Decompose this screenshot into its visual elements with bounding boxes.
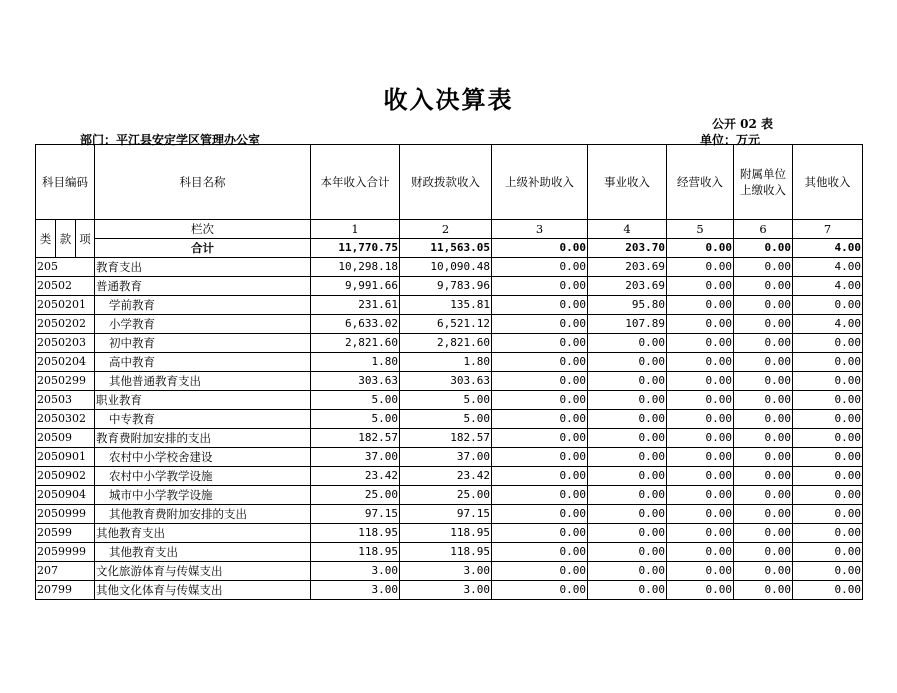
row-value: 0.00	[667, 391, 734, 410]
row-value: 0.00	[667, 334, 734, 353]
row-value: 0.00	[793, 353, 863, 372]
table-row	[36, 448, 863, 467]
row-value: 0.00	[793, 429, 863, 448]
row-value: 0.00	[667, 353, 734, 372]
totals-row	[36, 239, 863, 258]
row-value: 9,783.96	[400, 277, 492, 296]
row-value: 0.00	[667, 258, 734, 277]
table-row	[36, 353, 863, 372]
row-value: 6,521.12	[400, 315, 492, 334]
column-number-row	[36, 220, 863, 239]
page-title: 收入决算表	[383, 86, 514, 114]
table-row	[36, 486, 863, 505]
totals-value: 203.70	[588, 239, 667, 258]
row-name: 农村中小学教学设施	[95, 467, 311, 486]
row-value: 0.00	[492, 296, 588, 315]
row-value: 0.00	[734, 410, 793, 429]
table-row	[36, 562, 863, 581]
row-value: 0.00	[492, 258, 588, 277]
header-kuan: 款	[56, 220, 76, 258]
row-value: 5.00	[311, 410, 400, 429]
row-value: 5.00	[311, 391, 400, 410]
row-value: 203.69	[588, 277, 667, 296]
header-operating: 经营收入	[667, 145, 734, 220]
totals-value: 0.00	[667, 239, 734, 258]
row-name: 中专教育	[95, 410, 311, 429]
row-value: 0.00	[588, 448, 667, 467]
row-name: 教育费附加安排的支出	[95, 429, 311, 448]
row-value: 6,633.02	[311, 315, 400, 334]
row-name: 初中教育	[95, 334, 311, 353]
row-value: 0.00	[793, 486, 863, 505]
row-value: 0.00	[793, 562, 863, 581]
row-value: 0.00	[588, 391, 667, 410]
row-value: 97.15	[311, 505, 400, 524]
row-value: 1.80	[400, 353, 492, 372]
row-value: 0.00	[667, 296, 734, 315]
header-superior: 上级补助收入	[492, 145, 588, 220]
row-value: 118.95	[311, 543, 400, 562]
row-value: 0.00	[667, 581, 734, 600]
row-value: 3.00	[400, 581, 492, 600]
row-code: 20509	[36, 429, 95, 448]
row-value: 0.00	[734, 334, 793, 353]
row-value: 0.00	[588, 429, 667, 448]
row-value: 0.00	[793, 524, 863, 543]
row-value: 25.00	[311, 486, 400, 505]
row-value: 4.00	[793, 258, 863, 277]
row-value: 0.00	[667, 562, 734, 581]
row-name: 高中教育	[95, 353, 311, 372]
row-value: 182.57	[400, 429, 492, 448]
row-name: 文化旅游体育与传媒支出	[95, 562, 311, 581]
row-value: 95.80	[588, 296, 667, 315]
row-value: 0.00	[667, 429, 734, 448]
row-name: 其他文化体育与传媒支出	[95, 581, 311, 600]
row-value: 1.80	[311, 353, 400, 372]
row-name: 小学教育	[95, 315, 311, 334]
row-value: 0.00	[734, 296, 793, 315]
row-value: 203.69	[588, 258, 667, 277]
row-value: 10,298.18	[311, 258, 400, 277]
table-row	[36, 410, 863, 429]
row-value: 0.00	[492, 277, 588, 296]
col-num: 3	[492, 220, 588, 239]
row-code: 20799	[36, 581, 95, 600]
row-code: 2050302	[36, 410, 95, 429]
row-value: 0.00	[793, 505, 863, 524]
row-value: 9,991.66	[311, 277, 400, 296]
row-value: 0.00	[588, 486, 667, 505]
row-value: 0.00	[492, 467, 588, 486]
row-name: 其他教育费附加安排的支出	[95, 505, 311, 524]
row-name: 其他普通教育支出	[95, 372, 311, 391]
row-value: 0.00	[734, 505, 793, 524]
row-value: 4.00	[793, 315, 863, 334]
row-value: 0.00	[588, 581, 667, 600]
row-value: 0.00	[793, 448, 863, 467]
table-row	[36, 467, 863, 486]
row-value: 0.00	[734, 429, 793, 448]
row-value: 118.95	[400, 543, 492, 562]
row-value: 0.00	[492, 353, 588, 372]
row-value: 0.00	[734, 315, 793, 334]
row-value: 0.00	[793, 391, 863, 410]
totals-value: 0.00	[492, 239, 588, 258]
header-other: 其他收入	[793, 145, 863, 220]
income-table	[35, 144, 863, 600]
header-lei: 类	[36, 220, 56, 258]
row-value: 135.81	[400, 296, 492, 315]
col-num: 2	[400, 220, 492, 239]
row-value: 25.00	[400, 486, 492, 505]
row-value: 0.00	[492, 486, 588, 505]
row-name: 其他教育支出	[95, 524, 311, 543]
table-row	[36, 372, 863, 391]
row-value: 0.00	[667, 277, 734, 296]
row-value: 3.00	[311, 562, 400, 581]
row-value: 0.00	[667, 448, 734, 467]
totals-label: 合计	[95, 239, 311, 258]
totals-value: 0.00	[734, 239, 793, 258]
col-num: 7	[793, 220, 863, 239]
row-value: 0.00	[492, 429, 588, 448]
row-value: 0.00	[667, 486, 734, 505]
row-value: 0.00	[734, 353, 793, 372]
row-value: 0.00	[734, 258, 793, 277]
row-code: 2050203	[36, 334, 95, 353]
row-code: 2050299	[36, 372, 95, 391]
row-value: 0.00	[588, 410, 667, 429]
row-value: 0.00	[734, 486, 793, 505]
row-value: 0.00	[588, 467, 667, 486]
department-label: 部门：平江县安定学区管理办公室	[80, 133, 261, 147]
row-value: 0.00	[667, 505, 734, 524]
header-fiscal: 财政拨款收入	[400, 145, 492, 220]
table-row	[36, 581, 863, 600]
col-num: 6	[734, 220, 793, 239]
col-num: 4	[588, 220, 667, 239]
row-value: 303.63	[311, 372, 400, 391]
row-value: 0.00	[734, 391, 793, 410]
row-value: 0.00	[667, 467, 734, 486]
row-value: 97.15	[400, 505, 492, 524]
table-row	[36, 258, 863, 277]
row-value: 0.00	[492, 581, 588, 600]
row-value: 182.57	[311, 429, 400, 448]
header-name: 科目名称	[95, 145, 311, 220]
row-value: 0.00	[588, 372, 667, 391]
col-num: 1	[311, 220, 400, 239]
row-value: 107.89	[588, 315, 667, 334]
header-affiliated: 附属单位上缴收入	[734, 145, 793, 220]
table-row	[36, 391, 863, 410]
row-value: 23.42	[400, 467, 492, 486]
table-row	[36, 277, 863, 296]
header-code: 科目编码	[36, 145, 95, 220]
row-value: 0.00	[793, 372, 863, 391]
row-value: 0.00	[734, 277, 793, 296]
row-value: 0.00	[492, 505, 588, 524]
row-value: 0.00	[667, 410, 734, 429]
row-value: 4.00	[793, 277, 863, 296]
row-value: 0.00	[588, 353, 667, 372]
row-name: 普通教育	[95, 277, 311, 296]
row-value: 303.63	[400, 372, 492, 391]
row-code: 2050202	[36, 315, 95, 334]
row-value: 0.00	[588, 505, 667, 524]
row-code: 207	[36, 562, 95, 581]
row-value: 0.00	[492, 334, 588, 353]
row-code: 205	[36, 258, 95, 277]
row-value: 0.00	[667, 372, 734, 391]
row-value: 0.00	[667, 524, 734, 543]
row-value: 0.00	[492, 391, 588, 410]
row-value: 231.61	[311, 296, 400, 315]
row-value: 2,821.60	[311, 334, 400, 353]
table-row	[36, 429, 863, 448]
row-code: 2050201	[36, 296, 95, 315]
table-row	[36, 505, 863, 524]
row-value: 0.00	[492, 410, 588, 429]
header-xiang: 项	[76, 220, 95, 258]
row-value: 0.00	[793, 543, 863, 562]
row-value: 0.00	[588, 543, 667, 562]
row-value: 0.00	[588, 334, 667, 353]
header-total: 本年收入合计	[311, 145, 400, 220]
row-value: 10,090.48	[400, 258, 492, 277]
row-value: 0.00	[734, 467, 793, 486]
row-value: 3.00	[311, 581, 400, 600]
row-value: 0.00	[734, 543, 793, 562]
totals-value: 11,563.05	[400, 239, 492, 258]
row-code: 20502	[36, 277, 95, 296]
totals-value: 11,770.75	[311, 239, 400, 258]
row-value: 0.00	[793, 334, 863, 353]
row-value: 0.00	[793, 467, 863, 486]
row-value: 0.00	[667, 315, 734, 334]
table-row	[36, 543, 863, 562]
row-value: 118.95	[311, 524, 400, 543]
row-value: 2,821.60	[400, 334, 492, 353]
row-code: 20503	[36, 391, 95, 410]
table-row	[36, 296, 863, 315]
row-code: 2050904	[36, 486, 95, 505]
table-row	[36, 315, 863, 334]
row-value: 0.00	[492, 372, 588, 391]
row-value: 23.42	[311, 467, 400, 486]
row-code: 2050901	[36, 448, 95, 467]
row-value: 5.00	[400, 391, 492, 410]
row-value: 3.00	[400, 562, 492, 581]
row-name: 其他教育支出	[95, 543, 311, 562]
row-code: 20599	[36, 524, 95, 543]
row-value: 0.00	[667, 543, 734, 562]
row-value: 37.00	[311, 448, 400, 467]
row-value: 0.00	[734, 448, 793, 467]
unit-label: 单位：万元	[700, 133, 761, 147]
row-value: 0.00	[492, 315, 588, 334]
row-value: 0.00	[734, 562, 793, 581]
row-code: 2050204	[36, 353, 95, 372]
row-code: 2059999	[36, 543, 95, 562]
row-value: 0.00	[492, 524, 588, 543]
row-value: 0.00	[588, 524, 667, 543]
row-value: 5.00	[400, 410, 492, 429]
row-value: 0.00	[492, 562, 588, 581]
row-value: 37.00	[400, 448, 492, 467]
row-name: 教育支出	[95, 258, 311, 277]
header-business: 事业收入	[588, 145, 667, 220]
row-value: 0.00	[793, 296, 863, 315]
table-row	[36, 334, 863, 353]
row-value: 0.00	[793, 581, 863, 600]
header-row	[36, 145, 863, 220]
table-row	[36, 524, 863, 543]
row-code: 2050902	[36, 467, 95, 486]
row-value: 0.00	[734, 524, 793, 543]
row-name: 农村中小学校舍建设	[95, 448, 311, 467]
row-name: 城市中小学教学设施	[95, 486, 311, 505]
form-code: 公开 02 表	[712, 117, 774, 131]
col-num: 5	[667, 220, 734, 239]
row-value: 0.00	[492, 543, 588, 562]
row-value: 0.00	[793, 410, 863, 429]
row-value: 0.00	[734, 372, 793, 391]
row-value: 0.00	[588, 562, 667, 581]
row-value: 0.00	[492, 448, 588, 467]
row-code: 2050999	[36, 505, 95, 524]
totals-value: 4.00	[793, 239, 863, 258]
row-name: 职业教育	[95, 391, 311, 410]
row-name: 学前教育	[95, 296, 311, 315]
row-value: 118.95	[400, 524, 492, 543]
row-value: 0.00	[734, 581, 793, 600]
column-label: 栏次	[95, 220, 311, 239]
